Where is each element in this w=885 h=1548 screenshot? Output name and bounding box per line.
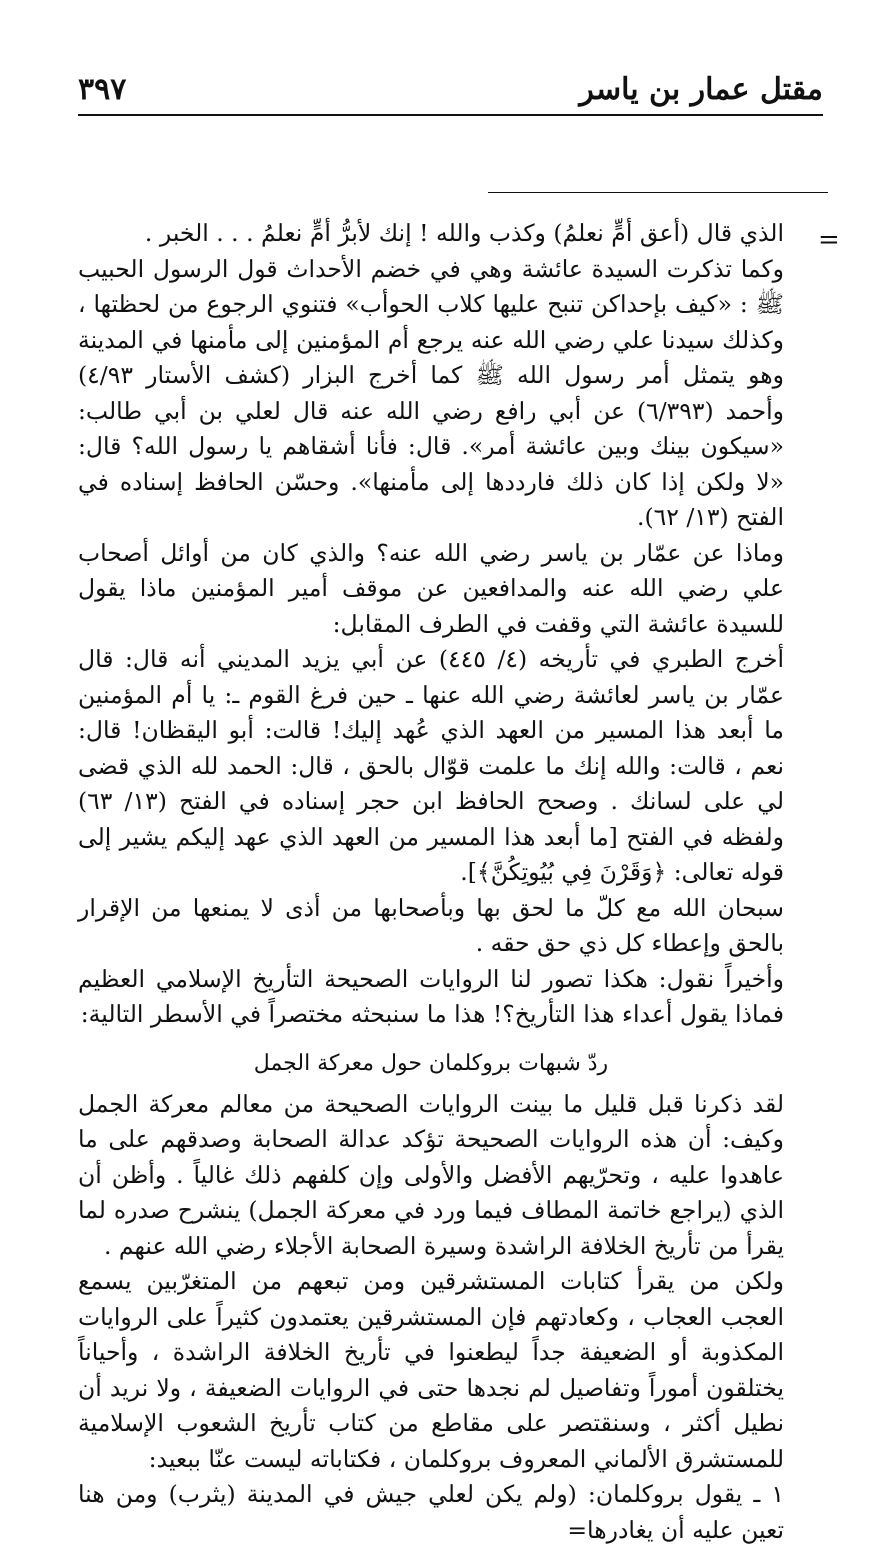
paragraph: لقد ذكرنا قبل قليل ما بينت الروايات الصحيحة من معالم معركة الجمل وكيف: أن هذه الروايات الصحيحة تؤكد عدالة الصحابة وصدقهم على ما عاهدوا عليه ، وتحرّيهم الأفضل والأولى وإن كلفهم ذلك غالياً . وأظن أن الذي (يراجع خاتمة المطاف فيما ورد في معركة الجمل) ينشرح صدره لما يقرأ من تأريخ الخلافة الراشدة وسيرة الصحابة الأجلاء رضي الله عنهم . [78,1089,784,1260]
section-heading: ردّ شبهات بروكلمان حول معركة الجمل [253,1050,609,1076]
page-header [78,70,823,116]
page-number: ٣٩٧ [78,72,127,107]
paragraph: ولكن من يقرأ كتابات المستشرقين ومن تبعهم من المتغرّبين يسمع العجب العجاب ، وكعادتهم فإن المستشرقين يعتمدون كثيراً على الروايات المكذوبة أو الضعيفة جداً ليطعنوا في تأريخ الخلافة الراشدة ، وأحياناً يختلقون أموراً وتفاصيل لم نجدها حتى في الروايات الضعيفة ، ولا نريد أن نطيل أكثر ، وسنقتصر على مقاطع من كتاب تأريخ الشعوب الإسلامية للمستشرق الألماني المعروف بروكلمان ، فكتاباته ليست عنّا ببعيد: [78,1267,784,1473]
paragraph: ١ ـ يقول بروكلمان: (ولم يكن لعلي جيش في المدينة (يثرب) ومن هنا تعين عليه أن يغادرها= [78,1480,784,1544]
footnote-divider [488,192,828,193]
paragraph: وكما تذكرت السيدة عائشة وهي في خضم الأحداث قول الرسول الحبيب ﷺ : «كيف بإحداكن تنبح عليها كلاب الحوأب» فتنوي الرجوع من لحظتها ، وكذلك سيدنا علي رضي الله عنه يرجع أم المؤمنين إلى مأمنها في المدينة وهو يتمثل أمر رسول الله ﷺ كما أخرج البزار (كشف الأستار ٤/٩٣) وأحمد (٦/٣٩٣) عن أبي رافع رضي الله عنه قال لعلي بن أبي طالب: «سيكون بينك وبين عائشة أمر». قال: فأنا أشقاهم يا رسول الله؟ قال: «لا ولكن إذا كان ذلك فارددها إلى مأمنها». وحسّن الحافظ إسناده في الفتح (١٣/ ٦٢). [78,254,784,531]
paragraph: وماذا عن عمّار بن ياسر رضي الله عنه؟ والذي كان من أوائل أصحاب علي رضي الله عنه والمدافعين عن موقف أمير المؤمنين ماذا يقول للسيدة عائشة التي وقفت في الطرف المقابل: [78,538,784,638]
paragraph: وأخيراً نقول: هكذا تصور لنا الروايات الصحيحة التأريخ الإسلامي العظيم فماذا يقول أعداء هذا التأريخ؟! هذا ما سنبحثه مختصراً في الأسطر التالية: [78,964,784,1028]
paragraph: الذي قال (أعق أمٍّ نعلمُ) وكذب والله ! إنك لأبرُّ أمٍّ نعلمُ . . . الخبر . [144,219,784,247]
body-text [78,216,784,1548]
paragraph: سبحان الله مع كلّ ما لحق بها وبأصحابها من أذى لا يمنعها من الإقرار بالحق وإعطاء كل ذي حق حقه . [78,893,785,957]
running-title: مقتل عمار بن ياسر [579,72,823,107]
continuation-mark: = [818,225,840,255]
paragraph: أخرج الطبري في تأريخه (٤/ ٤٤٥) عن أبي يزيد المديني أنه قال: قال عمّار بن ياسر لعائشة رضي الله عنها ـ حين فرغ القوم ـ: يا أم المؤمنين ما أبعد هذا المسير من العهد الذي عُهد إليك! قالت: أبو اليقظان! قال: نعم ، قالت: والله إنك ما علمت قوّال بالحق ، قال: الحمد لله الذي قضى لي على لسانك . وصحح الحافظ ابن حجر إسناده في الفتح (١٣/ ٦٣) ولفظه في الفتح [ما أبعد هذا المسير من العهد الذي عهد إليكم يشير إلى قوله تعالى: ﴿وَقَرْنَ فِي بُيُوتِكُنَّ﴾]. [78,645,785,886]
